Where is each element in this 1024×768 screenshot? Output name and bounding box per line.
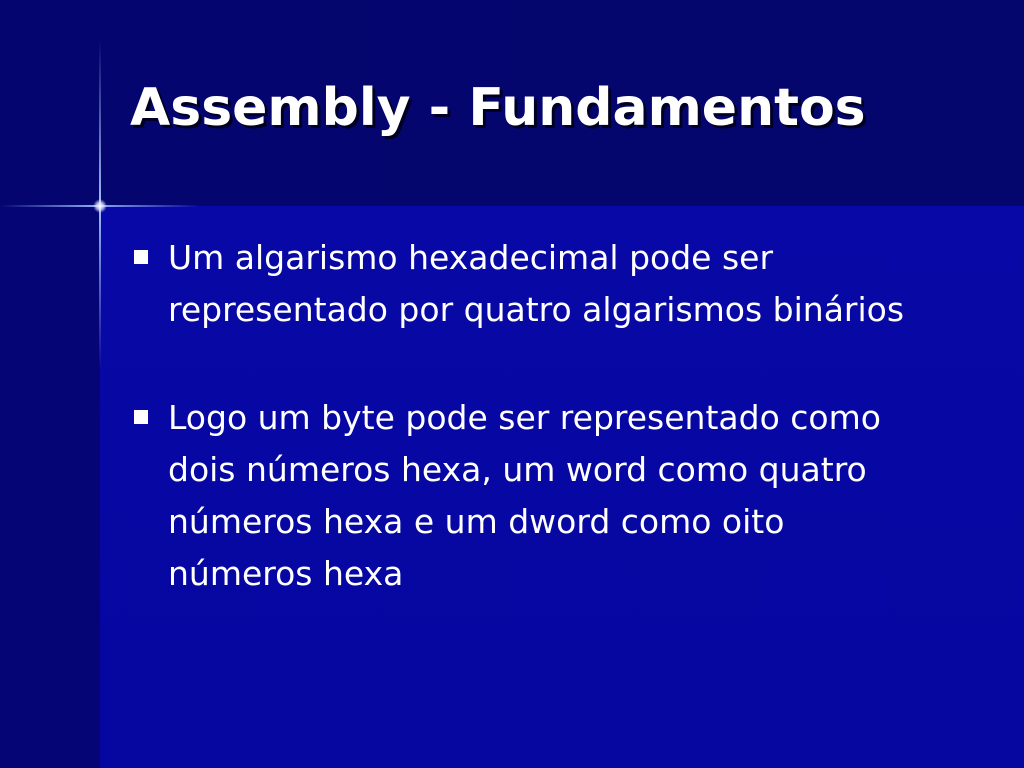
sparkle-cross-icon [93,199,107,213]
bullet-text: Um algarismo hexadecimal pode ser representado por quatro algarismos binários [168,238,905,329]
square-bullet-icon [134,410,148,424]
bullet-item [128,232,928,336]
bullet-list [128,232,928,656]
square-bullet-icon [134,250,148,264]
bullet-item [128,392,928,600]
bullet-text: Logo um byte pode ser representado como dois números hexa, um word como quatro números hexa e um dword como oito números hexa [168,398,881,593]
slide-title: Assembly - Fundamentos [130,78,866,138]
left-band [0,206,100,768]
